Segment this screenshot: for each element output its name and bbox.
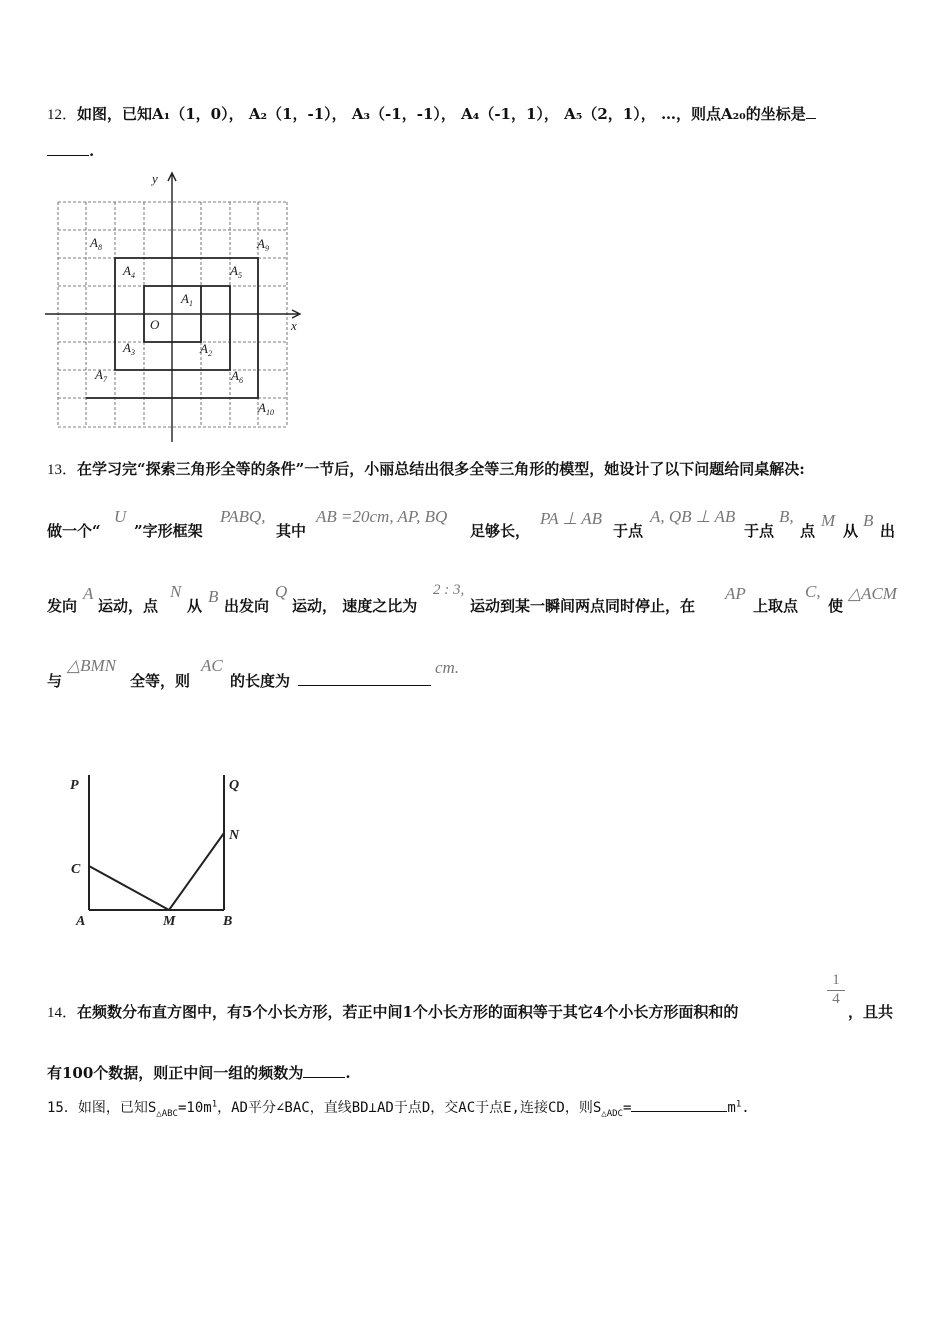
q14-end: . — [345, 1064, 351, 1082]
q12-line1 — [47, 103, 816, 124]
q15-line — [47, 1097, 750, 1119]
q15-sup1: 1 — [211, 1099, 218, 1110]
q14-line2-text: 有100个数据，则正中间一组的频数为 — [47, 1064, 304, 1082]
q13-l3-t2: 运动，点 — [98, 597, 159, 615]
q13-l4-m1: △BMN — [67, 656, 116, 675]
point-A7: $A_7$ — [95, 367, 107, 384]
label-Q: Q — [229, 778, 240, 793]
point-A3: $A_3$ — [123, 340, 135, 357]
q13-l4-m2: AC — [201, 656, 223, 675]
q13-l2-t8: 从 — [843, 522, 859, 540]
q14-text2: ，且共 — [848, 1003, 894, 1021]
point-A9: $A_9$ — [257, 236, 269, 253]
q13-answer-blank[interactable] — [298, 670, 431, 686]
point-A5: $A_5$ — [230, 263, 242, 280]
q14-answer-blank[interactable] — [303, 1065, 345, 1078]
q13-l2-t2: ”字形框架 — [134, 522, 203, 540]
q13-l2-m5: A, QB ⊥ AB — [650, 507, 736, 526]
label-N: N — [229, 828, 240, 843]
q12-answer-blank-cont[interactable] — [47, 143, 89, 156]
q13-l3-m6: AP — [725, 584, 746, 603]
q13-l3-t6: 运动到某一瞬间两点同时停止，在 — [470, 597, 696, 615]
x-axis-label: x — [291, 318, 297, 333]
q14-frac-den: 4 — [832, 991, 840, 1007]
q15-sup2: 1 — [735, 1099, 742, 1110]
q13-l2-m6: B, — [779, 507, 794, 526]
q13-l4-m3: cm. — [435, 658, 460, 677]
q13-l2-t3: 其中 — [276, 522, 307, 540]
q13-l2-m7: M — [821, 511, 836, 530]
q15-t1: 如图，已知S — [77, 1100, 157, 1116]
point-A1: $A_1$ — [181, 291, 193, 308]
q13-l2-t4: 足够长， — [470, 522, 531, 540]
y-axis-label: y — [152, 171, 158, 186]
q13-l3-t8: 使 — [828, 597, 844, 615]
q15-number: 15． — [47, 1100, 78, 1116]
origin-label: O — [150, 317, 160, 332]
q13-l4-t2: 全等，则 — [130, 672, 191, 690]
q14-line2 — [47, 1062, 351, 1083]
q12-number: 12． — [47, 107, 78, 123]
q13-l2-t1: 做一个“ — [47, 522, 101, 540]
coordinate-grid-figure — [40, 165, 310, 450]
q13-l2-t6: 于点 — [744, 522, 775, 540]
q13-l2-m1: U — [114, 507, 127, 526]
q13-line1 — [47, 458, 805, 479]
point-A8: $A_8$ — [90, 235, 102, 252]
q13-l3-m1: A — [83, 584, 94, 603]
q13-l2-m3: AB =20cm, AP, BQ — [316, 507, 448, 526]
q13-l2-t7: 点 — [800, 522, 816, 540]
q13-l2-m4: PA ⊥ AB — [540, 509, 603, 528]
label-C: C — [71, 862, 81, 877]
q13-l4-t1: 与 — [47, 672, 63, 690]
q13-l3-t4: 出发向 — [224, 597, 270, 615]
label-A: A — [76, 914, 86, 929]
q14-text1: 在频数分布直方图中，有5个小长方形，若正中间1个小长方形的面积等于其它4个小长方形面积和的 — [77, 1003, 739, 1021]
q14-fraction — [827, 972, 845, 1008]
q12-end: . — [89, 142, 95, 160]
q13-l3-t7: 上取点 — [753, 597, 799, 615]
label-B: B — [223, 914, 233, 929]
label-M: M — [163, 914, 176, 929]
q15-t4: = — [622, 1100, 632, 1116]
point-A4: $A_4$ — [123, 263, 135, 280]
q14-line1 — [47, 1001, 738, 1022]
q13-l2-m2: PABQ, — [220, 507, 266, 526]
q13-l4-t3: 的长度为 — [230, 672, 291, 690]
q15-t2: =10m — [177, 1100, 212, 1116]
q13-l2-t5: 于点 — [613, 522, 644, 540]
q13-l3-m2: N — [170, 582, 182, 601]
q13-l3-t1: 发向 — [47, 597, 78, 615]
q12-line2 — [47, 142, 94, 160]
q13-l2-t9: 出 — [880, 522, 896, 540]
q15-t5: m — [727, 1100, 736, 1116]
q13-l3-m7: C, — [805, 582, 821, 601]
q13-l3-m3: B — [208, 587, 219, 606]
q15-answer-blank[interactable] — [631, 1099, 727, 1112]
q13-l2-m8: B — [863, 511, 874, 530]
q13-l3-m4: Q — [275, 582, 288, 601]
q13-intro: 在学习完“探索三角形全等的条件”一节后，小丽总结出很多全等三角形的模型，她设计了以下问题给同桌解决: — [77, 460, 805, 478]
q12-text: 如图，已知A₁（1，0）， A₂（1，-1）， A₃（-1，-1）， A₄（-1，1）， A₅（2，1）， …，则点A₂₀的坐标是 — [77, 105, 806, 123]
q13-l3-m8: △ACM — [848, 584, 897, 603]
q13-l3-m5: 2 : 3, — [433, 582, 465, 598]
point-A6: $A_6$ — [231, 368, 243, 385]
q13-number: 13． — [47, 462, 78, 478]
label-P: P — [70, 778, 79, 793]
point-A10: $A_{10}$ — [258, 400, 274, 417]
q15-sub1: △ABC — [156, 1108, 178, 1119]
u-frame-figure — [60, 765, 260, 940]
q12-answer-blank[interactable] — [806, 106, 816, 119]
q15-t3: ，AD平分∠BAC，直线BD⊥AD于点D，交AC于点E,连接CD，则S — [217, 1100, 602, 1116]
q13-l3-t5: 运动， 速度之比为 — [292, 597, 418, 615]
point-A2: $A_2$ — [200, 341, 212, 358]
q13-l3-t3: 从 — [187, 597, 203, 615]
q14-number: 14． — [47, 1005, 78, 1021]
q15-t6: . — [741, 1100, 750, 1116]
q15-sub2: △ADC — [601, 1108, 623, 1119]
q14-frac-num: 1 — [827, 972, 845, 991]
